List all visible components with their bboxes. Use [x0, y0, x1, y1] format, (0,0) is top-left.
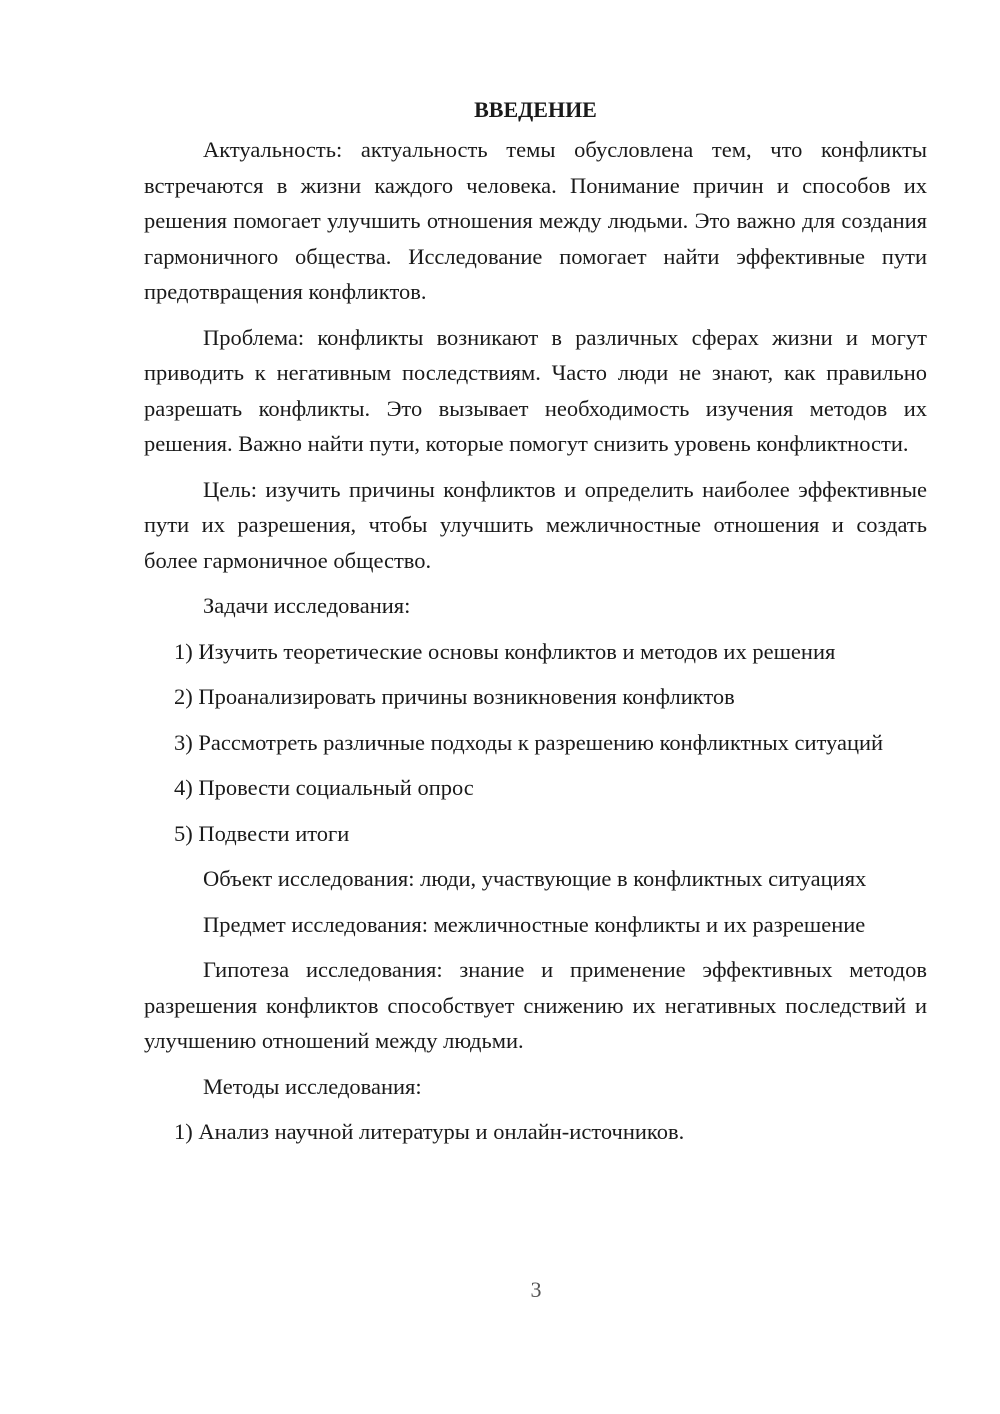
goal-paragraph: Цель: изучить причины конфликтов и определить наиболее эффективные пути их разрешения, чтобы улучшить межличностные отношения и создать более гармоничное общество.	[144, 476, 927, 573]
page-number: 3	[530, 1277, 542, 1302]
task-item: 5) Подвести итоги	[174, 820, 350, 846]
task-item: 1) Изучить теоретические основы конфликтов и методов их решения	[174, 638, 836, 664]
relevance-paragraph: Актуальность: актуальность темы обусловлена тем, что конфликты встречаются в жизни каждого человека. Понимание причин и способов их решения помогает улучшить отношения между людьми. Это важно для создания гармоничного общества. Исследование помогает найти эффективные пути предотвращения конфликтов.	[144, 137, 927, 304]
document-page	[144, 92, 927, 1160]
problem-paragraph: Проблема: конфликты возникают в различных сферах жизни и могут приводить к негативным последствиям. Часто люди не знают, как правильно разрешать конфликты. Это вызывает необходимость изучения методов их решения. Важно найти пути, которые помогут снизить уровень конфликтности.	[144, 324, 927, 456]
methods-heading: Методы исследования:	[203, 1073, 422, 1099]
section-title: ВВЕДЕНИЕ	[474, 97, 597, 122]
subject-paragraph: Предмет исследования: межличностные конфликты и их разрешение	[203, 911, 866, 937]
task-item: 4) Провести социальный опрос	[174, 775, 474, 800]
task-item: 2) Проанализировать причины возникновения конфликтов	[174, 684, 735, 709]
object-paragraph: Объект исследования: люди, участвующие в конфликтных ситуациях	[203, 866, 867, 891]
hypothesis-paragraph: Гипотеза исследования: знание и применение эффективных методов разрешения конфликтов способствует снижению их негативных последствий и улучшению отношений между людьми.	[144, 957, 927, 1053]
method-item: 1) Анализ научной литературы и онлайн-источников.	[174, 1119, 685, 1144]
task-item: 3) Рассмотреть различные подходы к разрешению конфликтных ситуаций	[174, 729, 884, 755]
tasks-heading: Задачи исследования:	[203, 593, 411, 618]
